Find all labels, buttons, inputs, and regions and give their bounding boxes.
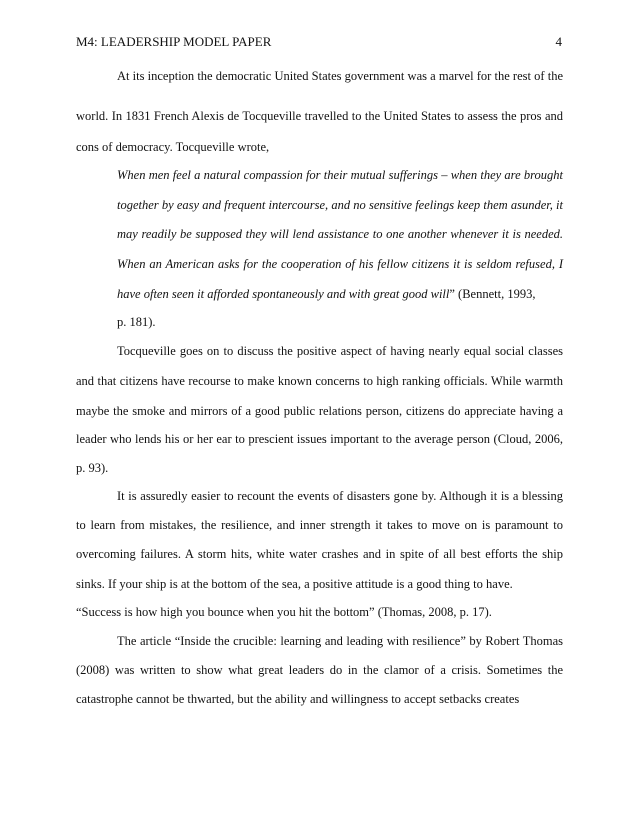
quote-citation: ” (Bennett, 1993, — [449, 287, 536, 301]
paragraph-2-line: and that citizens have recourse to make known concerns to high ranking officials. While warmth — [76, 374, 563, 388]
block-quote-line: When an American asks for the cooperation of his fellow citizens it is seldom refused, I — [117, 257, 563, 271]
paragraph-3-line: It is assuredly easier to recount the events of disasters gone by. Although it is a blessing — [117, 489, 563, 503]
paragraph-1-line: world. In 1831 French Alexis de Tocqueville travelled to the United States to assess the pros and — [76, 109, 563, 123]
paragraph-3-line: overcoming failures. A storm hits, white water crashes and in spite of all best efforts the ship — [76, 547, 563, 561]
paragraph-2-line: maybe the smoke and mirrors of a good public relations person, citizens do appreciate having a — [76, 404, 563, 418]
block-quote-line: may readily be supposed they will lend assistance to one another whenever it is needed. — [117, 227, 563, 241]
paragraph-4-line: catastrophe cannot be thwarted, but the ability and willingness to accept setbacks creates — [76, 692, 520, 706]
block-quote-line: When men feel a natural compassion for their mutual sufferings – when they are brought — [117, 168, 563, 182]
paragraph-2-line: p. 93). — [76, 461, 109, 475]
running-head: M4: LEADERSHIP MODEL PAPER — [76, 34, 272, 49]
paragraph-2-line: Tocqueville goes on to discuss the positive aspect of having nearly equal social classes — [117, 344, 563, 358]
page-header — [76, 34, 562, 54]
block-quote-line — [117, 286, 535, 302]
paragraph-3-line: sinks. If your ship is at the bottom of the sea, a positive attitude is a good thing to have. — [76, 577, 513, 591]
paragraph-3-line: to learn from mistakes, the resilience, and inner strength it takes to move on is paramount to — [76, 518, 563, 532]
quote-italic-end: have often seen it afforded spontaneously and with great good will — [117, 287, 450, 301]
paragraph-4-line: The article “Inside the crucible: learning and leading with resilience” by Robert Thomas — [117, 634, 563, 648]
paragraph-4-line: (2008) was written to show what great leaders do in the clamor of a crisis. Sometimes the — [76, 663, 563, 677]
quote-citation-end: p. 181). — [117, 315, 156, 329]
paragraph-1-line: At its inception the democratic United States government was a marvel for the rest of the — [117, 69, 563, 83]
block-quote-line: together by easy and frequent intercourse, and no sensitive feelings keep them asunder, it — [117, 198, 563, 212]
paragraph-1-line: cons of democracy. Tocqueville wrote, — [76, 140, 270, 154]
paragraph-2-line: leader who lends his or her ear to prescient issues important to the average person (Cloud, 2006, — [76, 432, 563, 446]
paragraph-3-line: “Success is how high you bounce when you hit the bottom” (Thomas, 2008, p. 17). — [76, 605, 492, 619]
page-number: 4 — [555, 34, 562, 49]
